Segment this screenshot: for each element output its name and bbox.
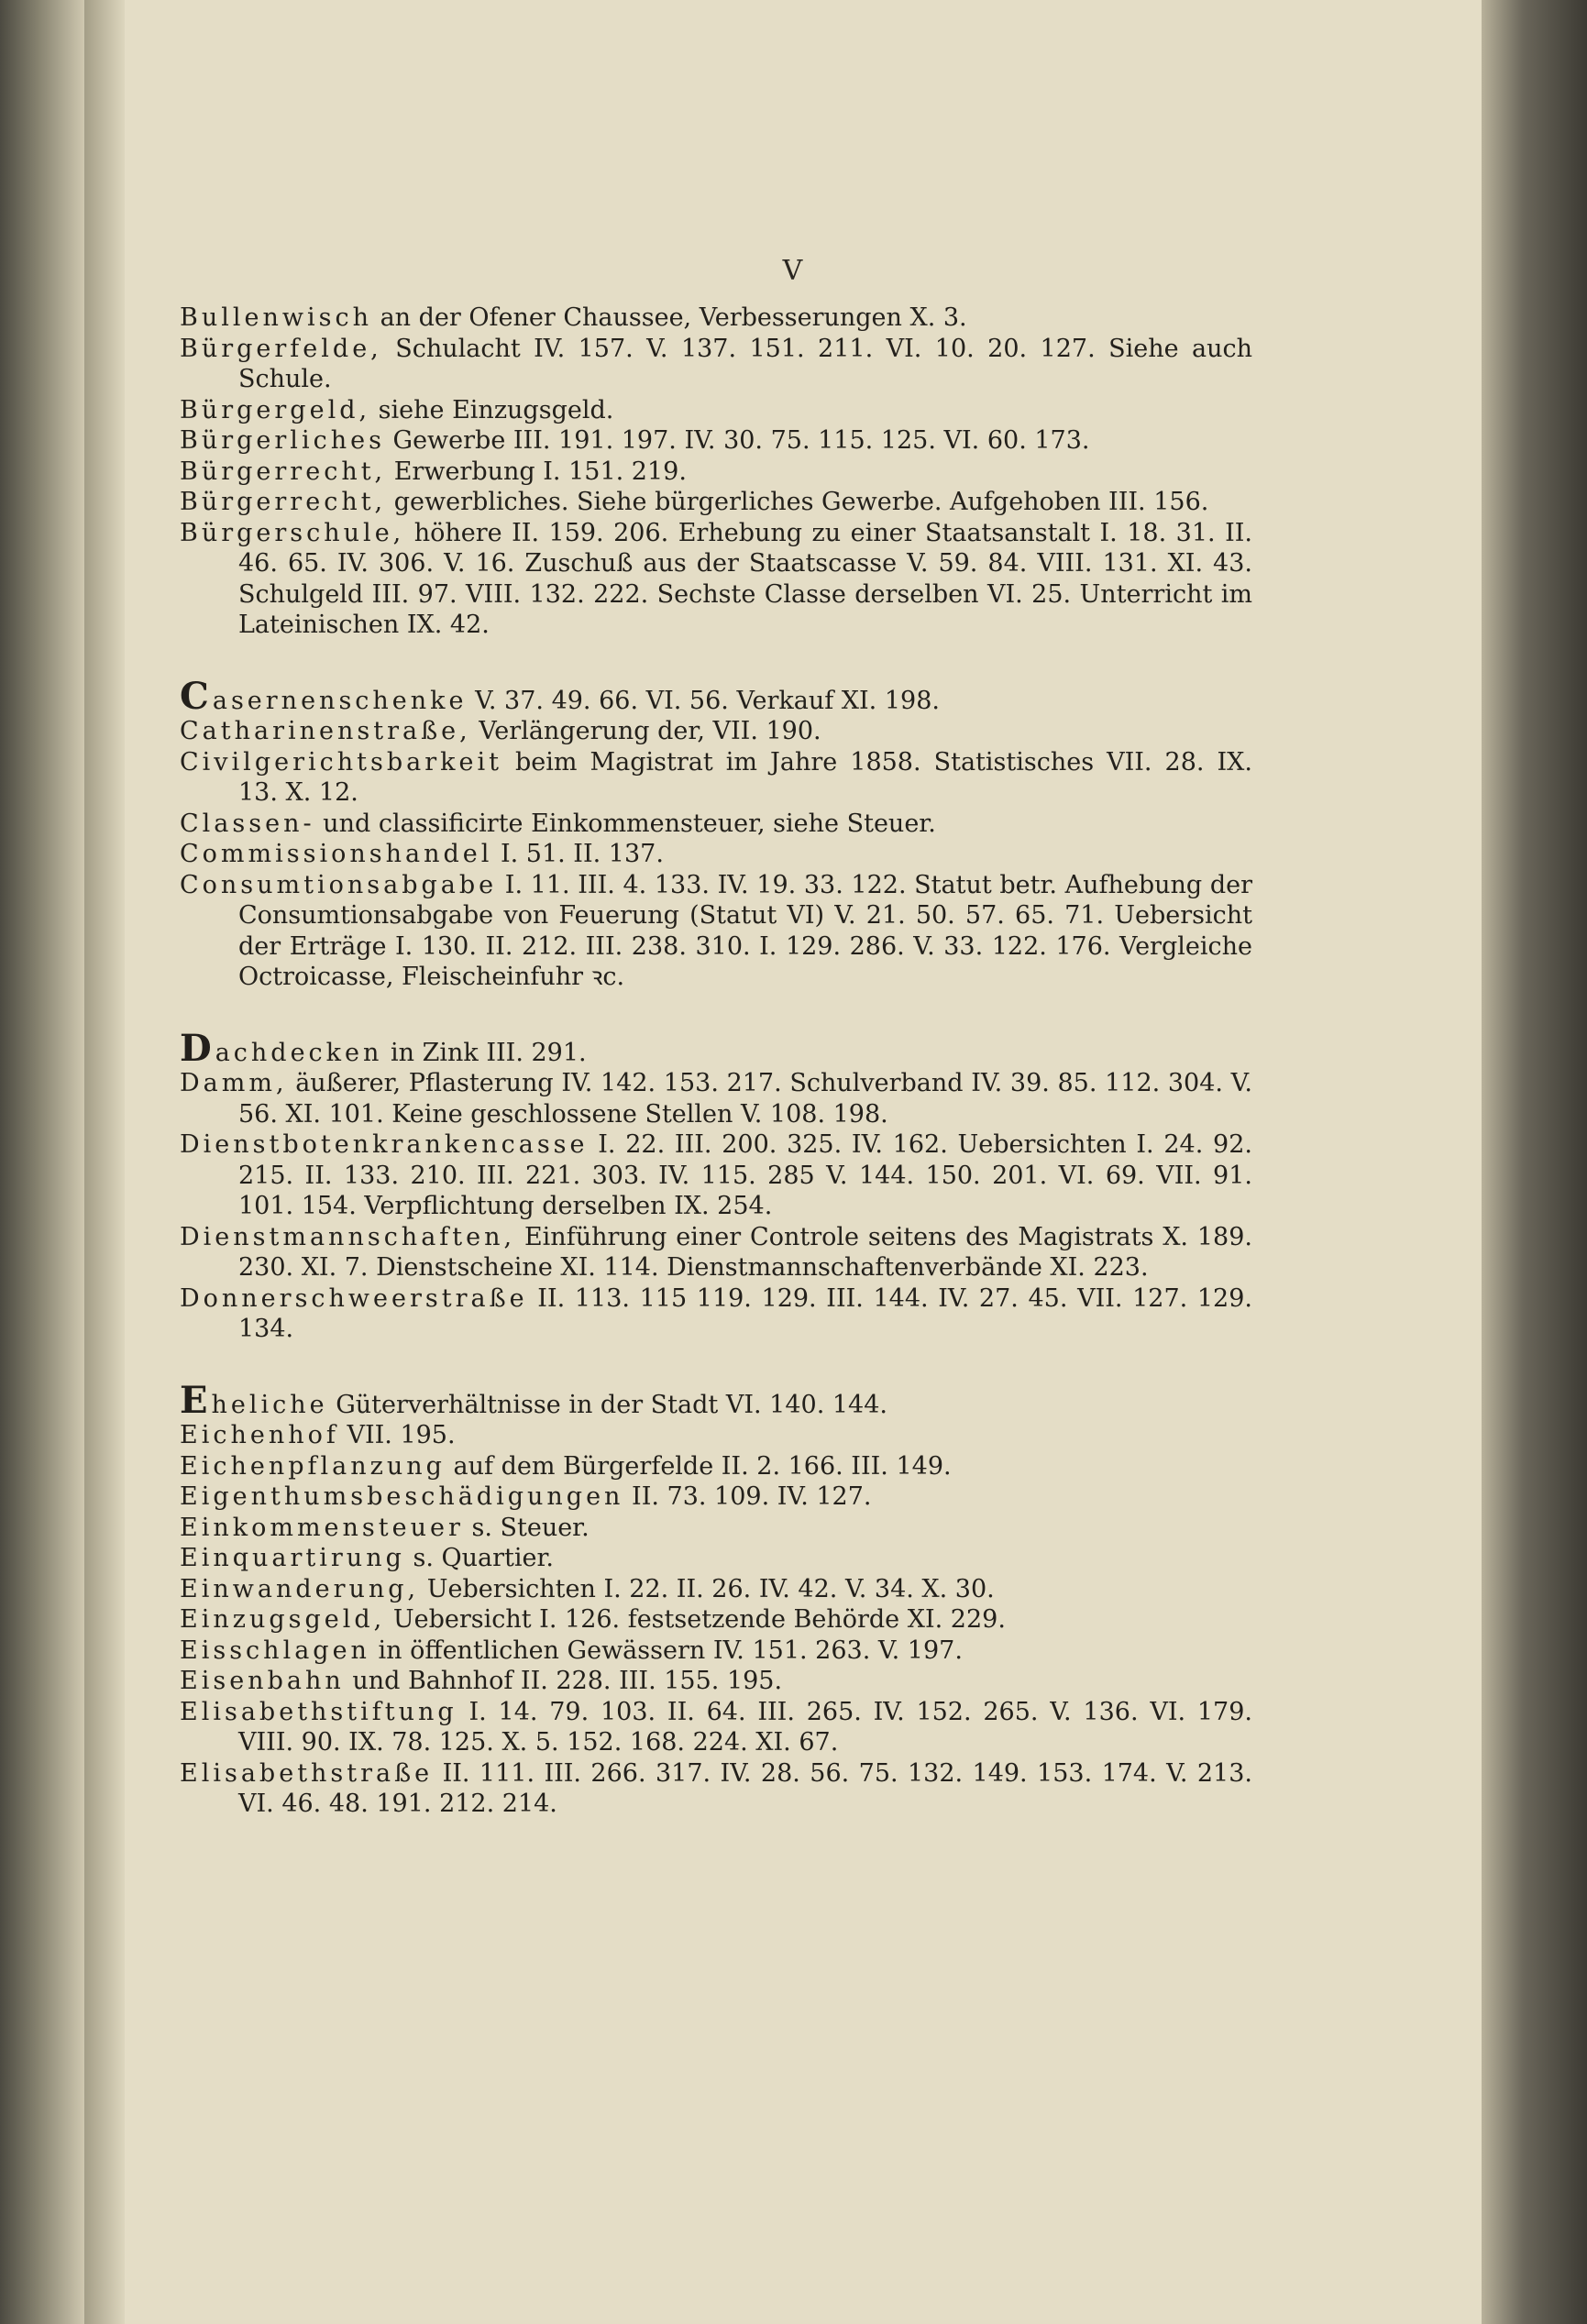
entry-references: Uebersicht I. 126. festsetzende Behörde XI. 229.	[385, 1605, 1006, 1634]
index-entry	[180, 518, 1252, 641]
entry-references: und Bahnhof II. 228. III. 155. 195.	[344, 1667, 783, 1695]
index-entry	[180, 303, 1252, 334]
entry-headword: Eichenhof	[180, 1421, 339, 1449]
index-entry	[180, 395, 1252, 426]
entry-headword: Bullenwisch	[180, 303, 372, 332]
page-number: V	[782, 255, 805, 287]
entry-headword: achdecken	[215, 1038, 383, 1067]
initial-letter: E	[180, 1378, 212, 1422]
entry-references: Uebersichten I. 22. II. 26. IV. 42. V. 34. X. 30.	[419, 1574, 995, 1603]
entry-headword: Bürgerrecht,	[180, 488, 387, 516]
entry-headword: Civilgerichtsbarkeit	[180, 747, 502, 777]
entry-headword: asernenschenke	[212, 686, 468, 715]
index-entry	[180, 1697, 1252, 1758]
entry-references: in Zink III. 291.	[382, 1038, 587, 1067]
index-entry	[180, 1604, 1252, 1636]
index-entry	[180, 1574, 1252, 1605]
entry-headword: Eigenthumsbeschädigungen	[180, 1482, 624, 1511]
entry-headword: Einkommensteuer	[180, 1513, 464, 1542]
entry-headword: Dienstmannschaften,	[180, 1222, 516, 1251]
previous-page-edge	[0, 0, 84, 2324]
book-cover-edge	[1482, 0, 1587, 2324]
index-entry	[180, 1222, 1252, 1283]
index-entry	[180, 1129, 1252, 1222]
index-entry	[180, 334, 1252, 395]
index-entry	[180, 1378, 1252, 1422]
entry-references: Erwerbung I. 151. 219.	[386, 457, 687, 486]
entry-references: II. 111. III. 266. 317. IV. 28. 56. 75. 132. 149. 153. 174. V. 213. VI. 46. 48. 191. 212. 214.	[238, 1758, 1252, 1818]
entry-headword: Einquartirung	[180, 1544, 405, 1572]
index-entry	[180, 1451, 1252, 1482]
index-entry	[180, 747, 1252, 809]
entry-headword: Elisabethstiftung	[180, 1697, 457, 1726]
entry-headword: Catharinenstraße,	[180, 717, 471, 745]
entry-headword: Commissionshandel	[180, 840, 493, 868]
entry-references: I. 14. 79. 103. II. 64. III. 265. IV. 152. 265. V. 136. VI. 179. VIII. 90. IX. 78. 125. X. 5. 152. 168. 224. XI. 67.	[238, 1697, 1252, 1757]
index-entry	[180, 457, 1252, 488]
entry-headword: Dienstbotenkrankencasse	[180, 1130, 589, 1159]
index-entry	[180, 1513, 1252, 1544]
entry-references: s. Steuer.	[463, 1513, 590, 1542]
index-entry	[180, 674, 1252, 718]
entry-references: Einführung einer Controle seitens des Magistrats X. 189. 230. XI. 7. Dienstscheine XI. 114. Dienstmannschaftenverbände XI. 223.	[238, 1222, 1252, 1282]
entry-references: Schulacht IV. 157. V. 137. 151. 211. VI. 10. 20. 127. Siehe auch Schule.	[238, 334, 1252, 393]
entry-headword: heliche	[211, 1390, 328, 1419]
index-section	[180, 1026, 1252, 1345]
index-entry	[180, 1543, 1252, 1574]
index-entry	[180, 1283, 1252, 1345]
entry-references: in öffentlichen Gewässern IV. 151. 263. V. 197.	[369, 1636, 963, 1665]
index-entry	[180, 839, 1252, 870]
initial-letter: C	[180, 674, 213, 718]
index-entry	[180, 1068, 1252, 1129]
entry-references: gewerbliches. Siehe bürgerliches Gewerbe. Aufgehoben III. 156.	[386, 488, 1209, 516]
entry-references: Güterverhältnisse in der Stadt VI. 140. 144.	[327, 1390, 887, 1419]
entry-headword: Eisenbahn	[180, 1667, 345, 1695]
index-entry	[180, 425, 1252, 457]
index-content	[180, 303, 1252, 1860]
entry-references: VII. 195.	[338, 1421, 456, 1449]
entry-headword: Bürgergeld,	[180, 395, 371, 424]
entry-references: beim Magistrat im Jahre 1858. Statistisches VII. 28. IX. 13. X. 12.	[238, 747, 1252, 807]
entry-references: II. 113. 115 119. 129. III. 144. IV. 27. 45. VII. 127. 129. 134.	[238, 1283, 1252, 1343]
index-entry	[180, 487, 1252, 518]
index-entry	[180, 1758, 1252, 1820]
entry-references: auf dem Bürgerfelde II. 2. 166. III. 149.	[445, 1451, 952, 1481]
entry-headword: Bürgerschule,	[180, 518, 405, 547]
index-entry	[180, 1636, 1252, 1667]
entry-headword: Bürgerfelde,	[180, 334, 382, 363]
entry-references: höhere II. 159. 206. Erhebung zu einer Staatsanstalt I. 18. 31. II. 46. 65. IV. 306. V. 16. Zuschuß aus der Staatscasse V. 59. 84. VIII. 131. XI. 43. Schulgeld III. 97. VIII. 132. 222. Sechste Classe derselben VI. 25. Unterricht im Lateinischen IX. 42.	[238, 518, 1252, 639]
entry-headword: Eichenpflanzung	[180, 1451, 446, 1481]
entry-headword: Consumtionsabgabe	[180, 870, 498, 899]
entry-headword: Eisschlagen	[180, 1636, 370, 1665]
entry-references: I. 51. II. 137.	[492, 840, 664, 868]
index-section	[180, 303, 1252, 641]
entry-headword: Classen-	[180, 809, 315, 838]
index-entry	[180, 809, 1252, 840]
index-section	[180, 1378, 1252, 1820]
entry-references: Verlängerung der, VII. 190.	[470, 717, 821, 745]
entry-headword: Einwanderung,	[180, 1574, 420, 1603]
entry-references: s. Quartier.	[404, 1544, 554, 1572]
entry-references: äußerer, Pflasterung IV. 142. 153. 217. Schulverband IV. 39. 85. 112. 304. V. 56. XI. 101. Keine geschlossene Stellen V. 108. 198.	[238, 1069, 1252, 1129]
index-entry	[180, 1026, 1252, 1070]
entry-references: II. 73. 109. IV. 127.	[623, 1482, 872, 1511]
index-entry	[180, 1481, 1252, 1513]
entry-headword: Elisabethstraße	[180, 1758, 434, 1788]
index-entry	[180, 716, 1252, 747]
entry-headword: Donnerschweerstraße	[180, 1283, 528, 1313]
entry-headword: Bürgerliches	[180, 426, 385, 455]
entry-references: siehe Einzugsgeld.	[370, 395, 614, 424]
index-entry	[180, 1666, 1252, 1697]
initial-letter: D	[180, 1026, 215, 1070]
entry-headword: Einzugsgeld,	[180, 1605, 386, 1634]
entry-references: an der Ofener Chaussee, Verbesserungen X. 3.	[371, 303, 967, 332]
entry-references: V. 37. 49. 66. VI. 56. Verkauf XI. 198.	[467, 686, 940, 715]
entry-headword: Bürgerrecht,	[180, 457, 387, 486]
index-entry	[180, 870, 1252, 993]
entry-references: und classificirte Einkommensteuer, siehe Steuer.	[314, 809, 936, 838]
index-entry	[180, 1420, 1252, 1451]
entry-references: I. 11. III. 4. 133. IV. 19. 33. 122. Statut betr. Aufhebung der Consumtionsabgabe von Feuerung (Statut VI) V. 21. 50. 57. 65. 71. Uebersicht der Erträge I. 130. II. 212. III. 238. 310. I. 129. 286. V. 33. 122. 176. Vergleiche Octroicasse, Fleischeinfuhr ꝛc.	[238, 870, 1252, 991]
book-gutter	[84, 0, 125, 2324]
entry-references: Gewerbe III. 191. 197. IV. 30. 75. 115. 125. VI. 60. 173.	[384, 426, 1090, 455]
entry-references: I. 22. III. 200. 325. IV. 162. Uebersichten I. 24. 92. 215. II. 133. 210. III. 221. 303. IV. 115. 285 V. 144. 150. 201. VI. 69. VII. 91. 101. 154. Verpflichtung derselben IX. 254.	[238, 1130, 1252, 1220]
index-section	[180, 674, 1252, 993]
entry-headword: Damm,	[180, 1069, 288, 1097]
